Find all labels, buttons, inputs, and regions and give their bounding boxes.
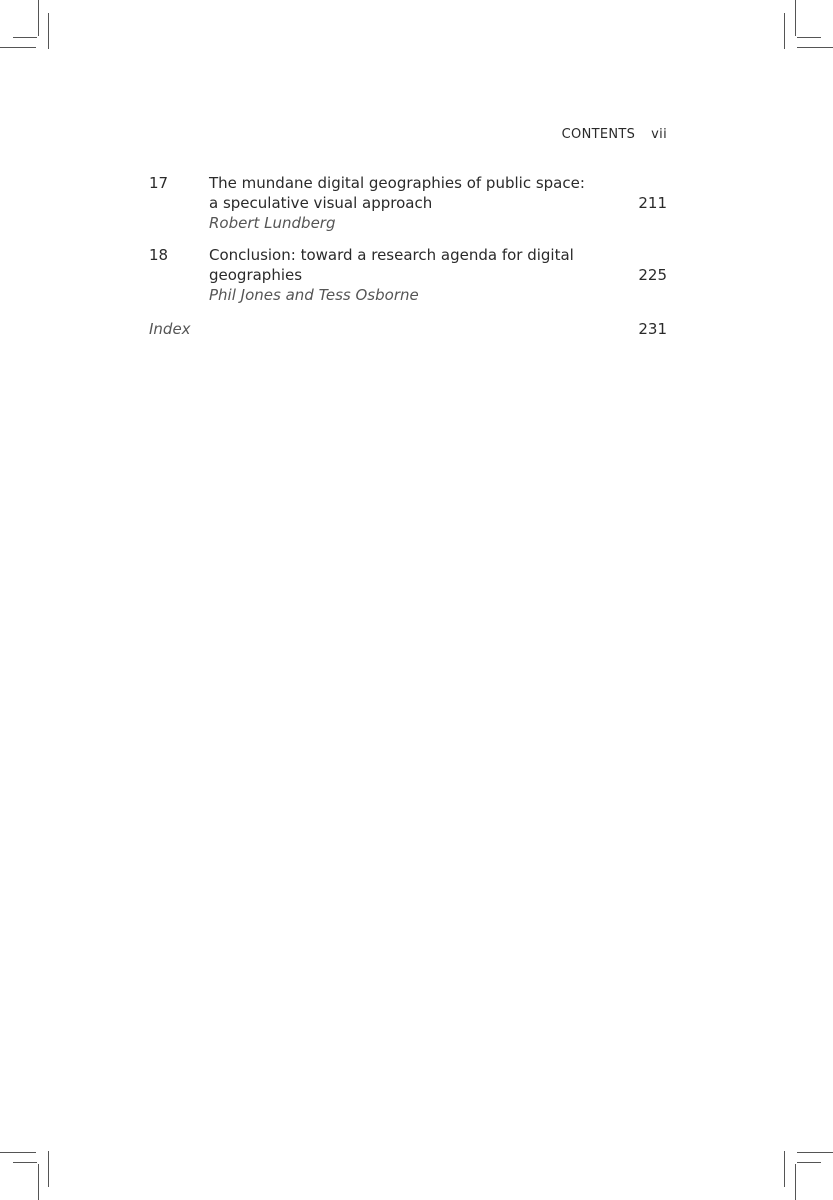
chapter-title-line: a speculative visual approach — [209, 194, 433, 212]
crop-mark — [13, 37, 37, 38]
crop-mark — [0, 1152, 36, 1153]
crop-mark — [48, 1151, 49, 1187]
chapter-author: Phil Jones and Tess Osborne — [209, 286, 419, 304]
crop-mark — [797, 1152, 833, 1153]
running-head-page-number: vii — [651, 127, 667, 142]
index-label: Index — [149, 320, 191, 338]
crop-mark — [797, 1162, 821, 1163]
running-head-label: CONTENTS — [561, 127, 636, 142]
chapter-page-number: 211 — [638, 194, 667, 212]
crop-mark — [38, 0, 39, 36]
table-of-contents — [149, 173, 667, 339]
crop-mark — [0, 47, 36, 48]
chapter-title-line: The mundane digital geographies of public space: — [209, 174, 585, 192]
chapter-page-number: 225 — [638, 266, 667, 284]
crop-mark — [795, 1164, 796, 1200]
crop-mark — [784, 13, 785, 49]
crop-mark — [13, 1162, 37, 1163]
crop-mark — [797, 47, 833, 48]
crop-mark — [48, 13, 49, 49]
chapter-number: 18 — [149, 246, 169, 264]
chapter-number: 17 — [149, 174, 169, 192]
crop-mark — [38, 1164, 39, 1200]
toc-entry-18[interactable] — [149, 245, 667, 317]
chapter-title-line: Conclusion: toward a research agenda for digital — [209, 246, 574, 264]
crop-mark — [784, 1151, 785, 1187]
running-head — [500, 127, 667, 142]
toc-entry-17[interactable] — [149, 173, 667, 245]
chapter-author: Robert Lundberg — [209, 214, 336, 232]
crop-mark — [797, 37, 821, 38]
index-page-number: 231 — [638, 320, 667, 338]
crop-mark — [795, 0, 796, 36]
chapter-title-line: geographies — [209, 266, 303, 284]
toc-entry-index[interactable] — [149, 319, 667, 339]
